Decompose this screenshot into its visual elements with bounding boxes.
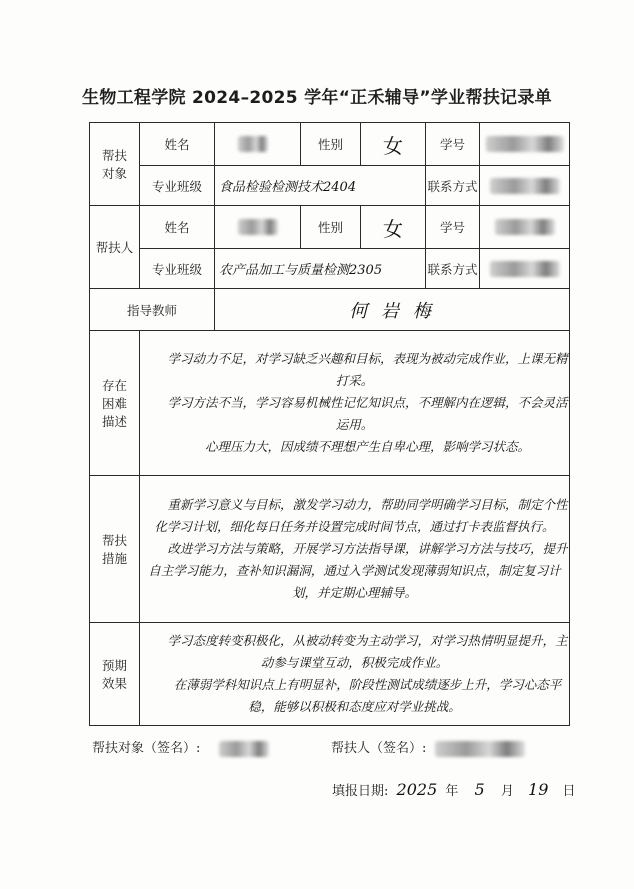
measure-paragraph-2: 改进学习方法与策略，开展学习方法指导课，讲解学习方法与技巧，提升自主学习能力，查补知识漏洞，通过入学测试发现薄弱知识点，制定复习计划，并定期心理辅导。: [148, 541, 568, 600]
measures-label: 帮扶 措施: [90, 476, 140, 623]
recipient-gender-label: 性别: [301, 123, 361, 166]
measures-content: [140, 476, 570, 623]
date-label: 填报日期:: [332, 784, 389, 799]
recipient-signature: [92, 737, 269, 757]
difficulty-paragraph-1: 学习动力不足，对学习缺乏兴趣和目标，表现为被动完成作业，上课无精打采。: [167, 351, 568, 388]
helper-class-value: 农产品加工与质量检测2305: [215, 249, 426, 289]
date-day: 19: [528, 780, 549, 799]
teacher-label: 指导教师: [90, 289, 215, 331]
recipient-signature-label: 帮扶对象（签名）:: [92, 741, 201, 756]
recipient-section-label: 帮扶 对象: [90, 123, 140, 206]
helper-contact-label: 联系方式: [426, 249, 480, 289]
helper-gender-value: 女: [361, 206, 426, 249]
date-year-unit: 年: [445, 784, 459, 799]
recipient-contact-label: 联系方式: [426, 166, 480, 206]
measure-paragraph-1: 重新学习意义与目标，激发学习动力，帮助同学明确学习目标，制定个性化学习计划，细化每日任务并设置完成时间节点，通过打卡表监督执行。: [154, 497, 568, 534]
recipient-gender-value: 女: [361, 123, 426, 166]
helper-signature-value: [435, 741, 525, 757]
recipient-signature-value: [219, 741, 269, 757]
date-month: 5: [474, 780, 485, 799]
report-date: [332, 780, 576, 799]
helper-name-label: 姓名: [140, 206, 215, 249]
recipient-name-value: [215, 123, 301, 166]
recipient-contact-value: [480, 166, 570, 206]
effects-label: 预期 效果: [90, 623, 140, 726]
recipient-class-label: 专业班级: [140, 166, 215, 206]
helper-signature-label: 帮扶人（签名）:: [331, 741, 427, 756]
helper-id-label: 学号: [426, 206, 480, 249]
difficulty-paragraph-2: 学习方法不当，学习容易机械性记忆知识点，不理解内在逻辑，不会灵活运用。: [167, 395, 568, 432]
assistance-record-table: [89, 122, 570, 726]
helper-section-label: 帮扶人: [90, 206, 140, 289]
form-title: 生物工程学院 2024–2025 学年“正禾辅导”学业帮扶记录单: [82, 88, 552, 108]
helper-name-value: [215, 206, 301, 249]
difficulties-content: [140, 331, 570, 476]
recipient-name-label: 姓名: [140, 123, 215, 166]
effects-content: [140, 623, 570, 726]
difficulty-paragraph-3: 心理压力大，因成绩不理想产生自卑心理，影响学习状态。: [204, 439, 530, 454]
effect-paragraph-2: 在薄弱学科知识点上有明显补，阶段性测试成绩逐步上升，学习心态平稳，能够以积极和态度应对学业挑战。: [173, 677, 562, 714]
recipient-class-value: 食品检验检测技术2404: [215, 166, 426, 206]
helper-contact-value: [480, 249, 570, 289]
recipient-id-label: 学号: [426, 123, 480, 166]
date-day-unit: 日: [562, 784, 576, 799]
date-year: 2025: [396, 780, 438, 799]
effect-paragraph-1: 学习态度转变积极化，从被动转变为主动学习，对学习热情明显提升，主动参与课堂互动，积极完成作业。: [167, 633, 568, 670]
helper-signature: [331, 737, 525, 757]
date-month-unit: 月: [500, 784, 514, 799]
helper-gender-label: 性别: [301, 206, 361, 249]
difficulties-label: 存在 困难 描述: [90, 331, 140, 476]
recipient-id-value: [480, 123, 570, 166]
helper-id-value: [480, 206, 570, 249]
helper-class-label: 专业班级: [140, 249, 215, 289]
teacher-name-value: 何 岩 梅: [215, 289, 570, 331]
